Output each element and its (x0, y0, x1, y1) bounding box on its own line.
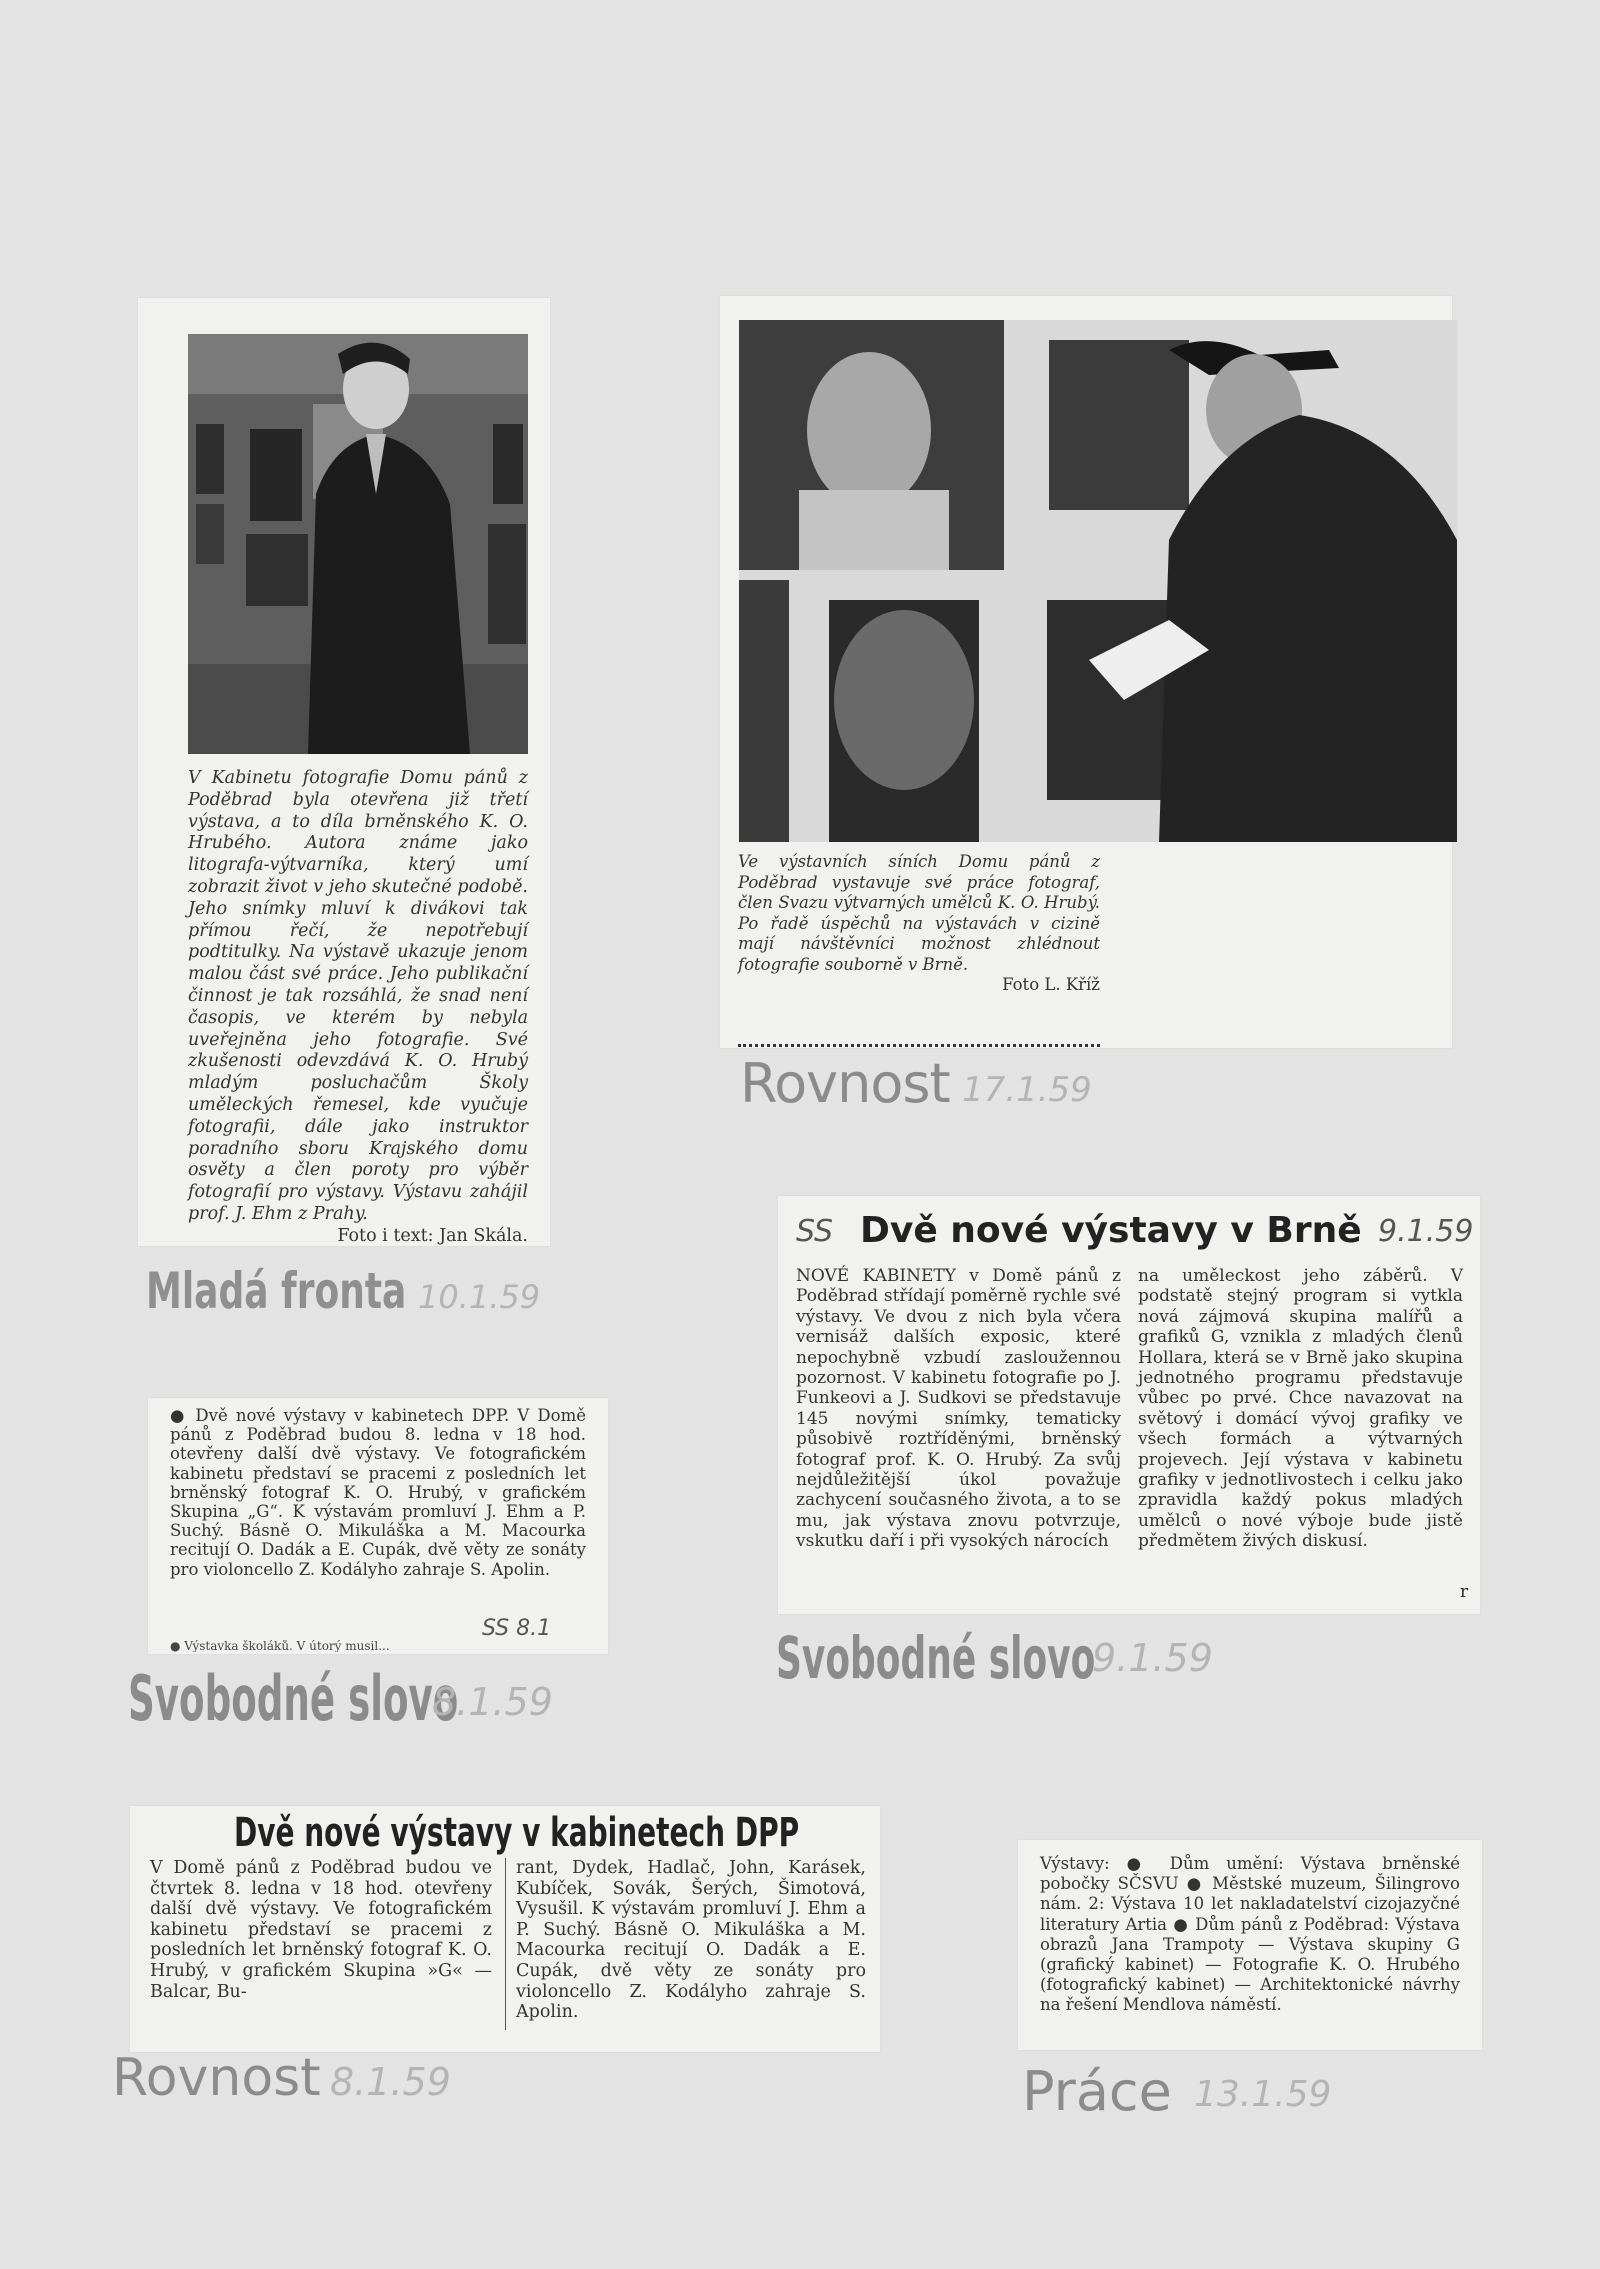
date-note-prace: 13.1.59 (1194, 2074, 1332, 2115)
caption-text: V Kabinetu fotografie Domu pánů z Poděbrad byla otevřena již třetí výstava, a to díla brněnského K. O. Hrubého. Autora známe jako litografa-výtvarníka, který umí zobrazit život v jeho skutečné podobě. Jeho snímky mluví k divákovi tak přímou řečí, že nepotřebují podtitulky. Na výstavě ukazuje jenom malou část své práce. Jeho publikační činnost je tak rozsáhlá, že snad není časopis, ve kterém by nebyla uveřejněna jeho fotografie. Své zkušenosti odevzdává K. O. Hrubý mladým posluchačům Školy uměleckých řemesel, kde vyučuje fotografii, dále jako instruktor poradního sboru Krajského domu osvěty a člen poroty pro výběr fotografií pro výstavy. Výstavu zahájil prof. J. Ehm z Prahy. (188, 768, 528, 1224)
column-divider (505, 1858, 506, 2030)
article-column-2: na uměleckost jeho záběrů. V podstatě stejný program si vytkla nová zájmová skupina malířů a grafiků G, vznikla z mladých členů Hollara, která se v Brně jako skupina jednotného programu představuje vůbec po prvé. Chce navazovat na světový i domácí vývoj grafiky ve všech formách a výtvarných projevech. Její výstava v kabinetu grafiky v jednotlivostech i celku jako zpravidla každý pokus mladých umělců o nové výboje bude jistě předmětem živých diskusí. (1138, 1266, 1463, 1552)
short-notice-text: ● Dvě nové výstavy v kabinetech DPP. V Domě pánů z Poděbrad budou 8. ledna v 18 hod. otevřeny další dvě výstavy. Ve fotografickém kabinetu představí se pracemi z posledních let brněnský fotograf K. O. Hrubý, v grafickém Skupina „G“. K výstavám promluví J. Ehm a P. Suchý. Básně O. Mikuláška a M. Macourka recitují O. Dadák a E. Cupák, dvě věty ze sonáty pro violoncello Z. Kodályho zahraje S. Apolin. (170, 1406, 586, 1579)
source-label-prace: Práce (1022, 2060, 1172, 2123)
exhibitions-list-text: Výstavy: ● Dům umění: Výstava brněnské pobočky SČSVU ● Městské muzeum, Šilingrovo nám. 2: Výstava 10 let nakladatelství cizojazyčné literatury Artia ● Dům pánů z Poděbrad: Výstava obrazů Jana Trampoty — Výstava skupiny G (grafický kabinet) — Fotografie K. O. Hrubého (fotografický kabinet) — Architektonické návrhy na řešení Mendlova náměstí. (1040, 1854, 1460, 2015)
photo-credit: Foto L. Kříž (1002, 975, 1100, 994)
photo-image (739, 320, 1457, 842)
clipping-svobodne-slovo-short (148, 1398, 608, 1654)
caption-text: Ve výstavních síních Domu pánů z Poděbrad vystavuje své práce fotograf, člen Svazu výtvarných umělců K. O. Hrubý. Po řadě úspěchů na výstavách v cizině mají návštěvníci možnost zhlédnout fotografie souborně v Brně. (738, 852, 1100, 974)
date-note-svobodne-slovo-long: 9.1.59 (1092, 1636, 1213, 1680)
photo-credit: Foto i text: Jan Skála. (337, 1225, 528, 1246)
author-signature: r (1460, 1582, 1469, 1602)
rovnost-photo-caption (738, 852, 1100, 996)
date-note-mlada-fronta: 10.1.59 (418, 1278, 541, 1316)
article-title: Dvě nové výstavy v Brně (860, 1210, 1362, 1251)
source-label-svobodne-slovo-short: Svobodné slovo (128, 1662, 459, 1735)
photo-man-in-gallery (188, 334, 528, 754)
date-note-rovnost-photo: 17.1.59 (962, 1070, 1092, 1110)
photo-visitor-at-exhibition (739, 320, 1457, 842)
handwritten-mark: SS (796, 1214, 834, 1249)
source-label-rovnost-short: Rovnost (112, 2048, 321, 2108)
dashed-rule (738, 1044, 1100, 1047)
clipping-svobodne-slovo-long (778, 1196, 1480, 1614)
article-column-1: V Domě pánů z Poděbrad budou ve čtvrtek 8. ledna v 18 hod. otevřeny další dvě výstavy. Ve fotografickém kabinetu představí se pracemi z posledních let brněnský fotograf K. O. Hrubý, v grafickém Skupina »G« — Balcar, Bu- (150, 1858, 492, 2002)
article-column-1: NOVÉ KABINETY v Domě pánů z Poděbrad střídají poměrně rychle své výstavy. Ve dvou z nich byla včera vernisáž dalších exposic, které nepochybně vzbudí zasloužennou pozornost. V kabinetu fotografie po J. Funkeovi a J. Sudkovi se představuje 145 novými snímky, tematicky působivě roztříděnými, brněnský fotograf prof. K. O. Hrubý. Za svůj nejdůležitější úkol považuje zachycení současného života, a to se mu, jak výstava znovu potvrzuje, vskutku daří i při vysokých nárocích (796, 1266, 1121, 1552)
source-label-svobodne-slovo-long: Svobodné slovo (776, 1624, 1096, 1692)
handwritten-mark: SS 8.1 (476, 1616, 551, 1641)
source-label-mlada-fronta: Mladá fronta (146, 1262, 407, 1320)
photo-image (188, 334, 528, 754)
handwritten-date: 9.1.59 (1378, 1214, 1474, 1249)
mlada-fronta-caption (188, 768, 528, 1248)
clipping-mlada-fronta (138, 298, 550, 1246)
clipping-prace (1018, 1840, 1482, 2050)
source-label-rovnost-photo: Rovnost (740, 1052, 950, 1115)
clipping-rovnost-short (130, 1806, 880, 2052)
cut-off-line: ● Výstavka školáků. V útorý musil... (170, 1640, 390, 1652)
date-note-svobodne-slovo-short: 8.1.59 (432, 1680, 553, 1724)
article-column-2: rant, Dydek, Hadlač, John, Karásek, Kubíček, Sovák, Šerých, Šimotová, Vysušil. K výstavám promluví J. Ehm a P. Suchý. Básně O. Mikuláška a M. Macourka recitují O. Dadák a E. Cupák, dvě věty ze sonáty pro violoncello Z. Kodályho zahraje S. Apolin. (516, 1858, 866, 2023)
date-note-rovnost-short: 8.1.59 (330, 2060, 451, 2104)
article-title: Dvě nové výstavy v kabinetech DPP (234, 1810, 800, 1856)
clipping-rovnost-photo (720, 296, 1452, 1048)
